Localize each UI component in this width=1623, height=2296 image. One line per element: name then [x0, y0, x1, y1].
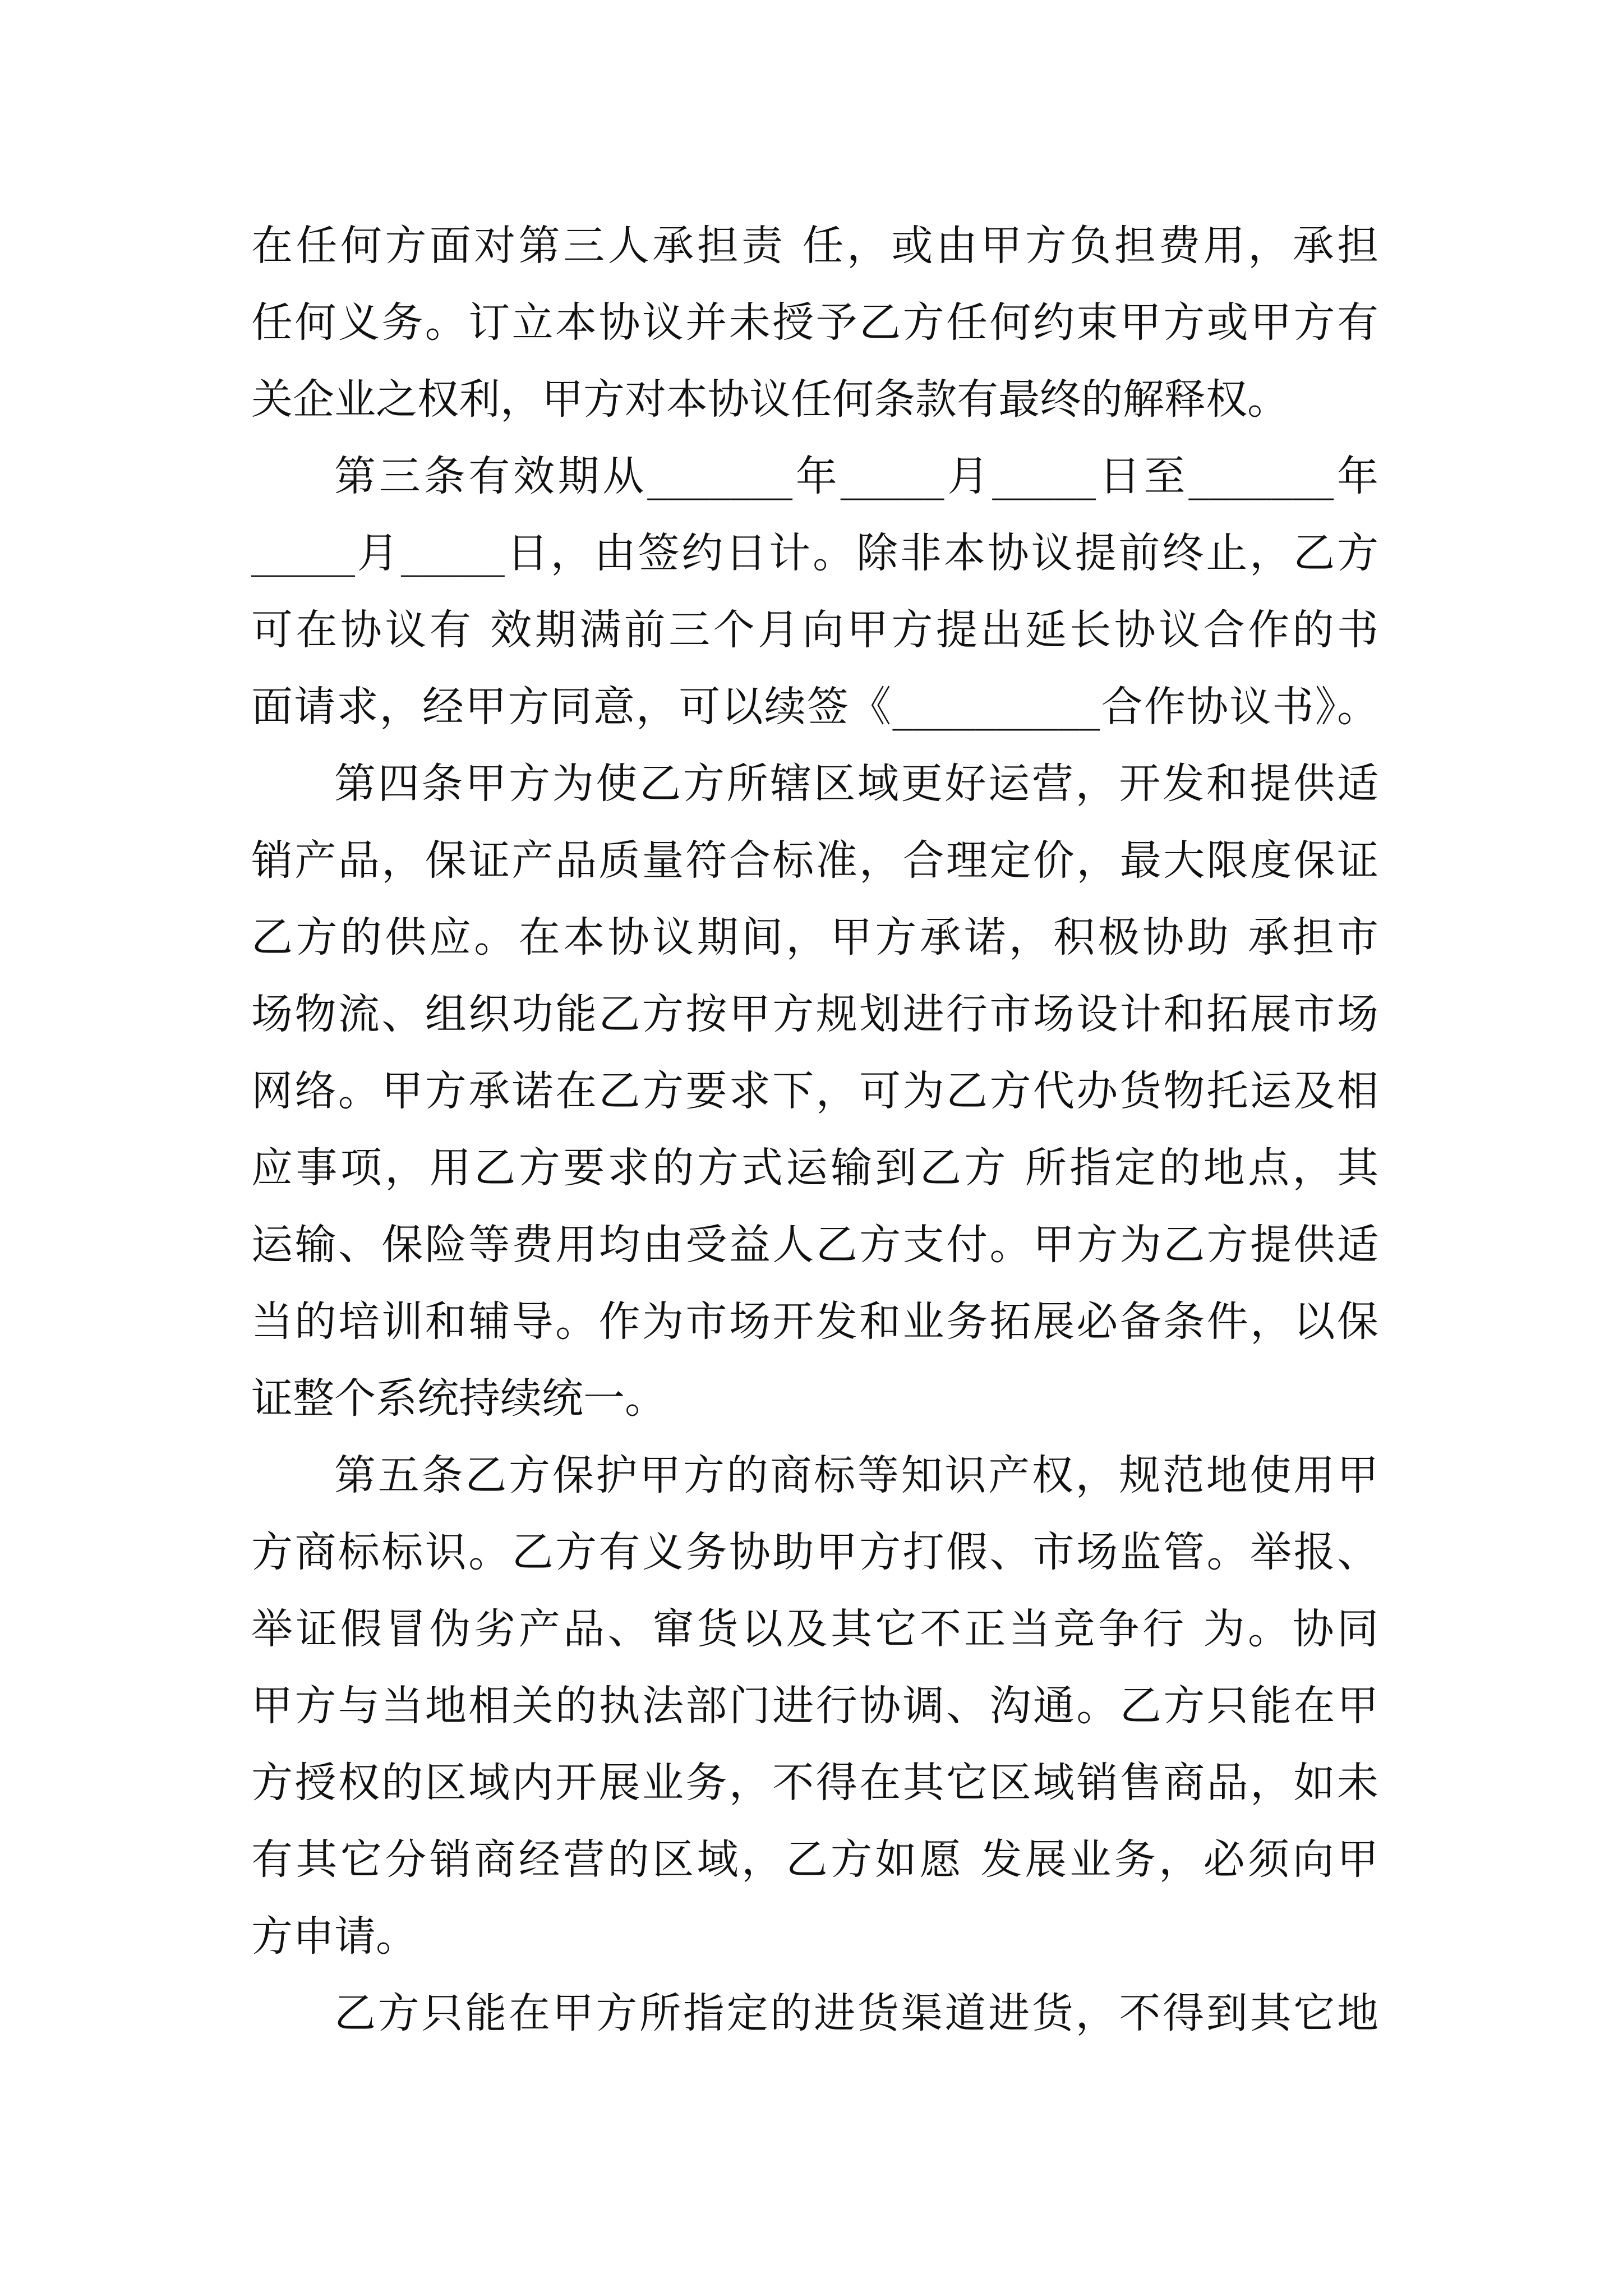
text-line: 第五条乙方保护甲方的商标等知识产权，规范地使用甲	[334, 1451, 1378, 1499]
text-line: 网络。甲方承诺在乙方要求下，可为乙方代办货物托运及相	[251, 1067, 1378, 1115]
text-line: 第四条甲方为使乙方所辖区域更好运营，开发和提供适	[334, 760, 1378, 808]
body-text	[251, 208, 1378, 2052]
text-line: 乙方只能在甲方所指定的进货渠道进货，不得到其它地	[334, 1989, 1378, 2037]
text-line: 关企业之权利，甲方对本协议任何条款有最终的解释权。	[251, 375, 1289, 424]
text-line: 举证假冒伪劣产品、窜货以及其它不正当竞争行 为。协同	[251, 1605, 1378, 1653]
text-line: 方授权的区域内开展业务，不得在其它区域销售商品，如未	[251, 1759, 1378, 1807]
text-line: 第三条有效期从_______年_____月_____日至_______年	[334, 452, 1378, 500]
text-line: 在任何方面对第三人承担责 任，或由甲方负担费用，承担	[251, 222, 1378, 270]
text-line: 甲方与当地相关的执法部门进行协调、沟通。乙方只能在甲	[251, 1682, 1378, 1730]
text-line: 场物流、组织功能乙方按甲方规划进行市场设计和拓展市场	[251, 990, 1378, 1038]
text-line: 任何义务。订立本协议并未授予乙方任何约束甲方或甲方有	[251, 298, 1378, 347]
text-line: 乙方的供应。在本协议期间，甲方承诺，积极协助 承担市	[251, 913, 1378, 961]
text-line: 运输、保险等费用均由受益人乙方支付。甲方为乙方提供适	[251, 1221, 1378, 1269]
text-line: 销产品，保证产品质量符合标准，合理定价，最大限度保证	[251, 836, 1378, 885]
text-line: 应事项，用乙方要求的方式运输到乙方 所指定的地点，其	[251, 1144, 1378, 1192]
text-line: 有其它分销商经营的区域，乙方如愿 发展业务，必须向甲	[251, 1835, 1378, 1884]
text-line: 当的培训和辅导。作为市场开发和业务拓展必备条件，以保	[251, 1297, 1378, 1346]
text-line: _____月_____日，由签约日计。除非本协议提前终止，乙方	[251, 529, 1378, 577]
text-line: 可在协议有 效期满前三个月向甲方提出延长协议合作的书	[251, 606, 1378, 654]
text-line: 方商标标识。乙方有义务协助甲方打假、市场监管。举报、	[251, 1528, 1378, 1576]
text-line: 面请求，经甲方同意，可以续签《__________合作协议书》。	[251, 683, 1378, 731]
text-line: 证整个系统持续统一。	[251, 1374, 666, 1423]
text-line: 方申请。	[251, 1912, 417, 1961]
